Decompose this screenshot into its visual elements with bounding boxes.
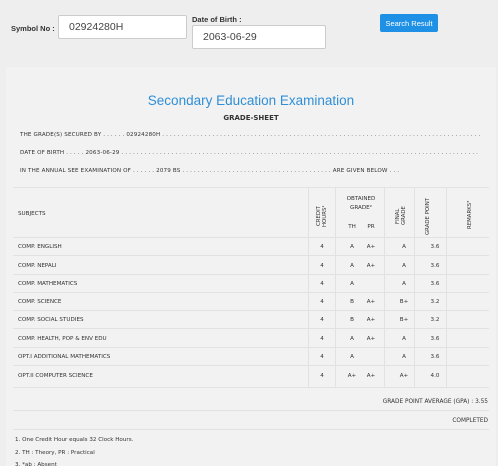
final-cell: A <box>402 336 406 342</box>
row-divider <box>13 328 489 329</box>
th-cell: A <box>350 281 354 287</box>
col-divider <box>384 187 385 387</box>
subject-cell: COMP. SCIENCE <box>18 299 62 305</box>
row-divider <box>13 347 489 348</box>
symbol-no-input[interactable]: 02924280H <box>58 15 187 39</box>
grade-sheet <box>6 67 496 466</box>
th-cell: A <box>350 354 354 360</box>
dob-label: Date of Birth : <box>192 15 242 24</box>
dob-line: DATE OF BIRTH . . . . . 2063-06-29 . . . . . . . . . . . . . . . . . . . . . . . . . . . . . . . . . . . . . . . . . . . . . . . . . . . . . . . . . . . . . . . . . . . . . . . . . . . . . . . . . . . . . . . . . . . . . <box>20 150 479 156</box>
table-top-border <box>13 187 489 188</box>
row-divider <box>13 292 489 293</box>
th-cell: B <box>350 317 354 323</box>
th-cell: B <box>350 299 354 305</box>
header-final-grade: FINAL GRADE <box>395 206 407 226</box>
dob-input[interactable]: 2063-06-29 <box>192 25 326 49</box>
point-cell: 3.6 <box>430 263 440 269</box>
credit-cell: 4 <box>320 317 324 323</box>
point-cell: 3.6 <box>430 281 440 287</box>
credit-cell: 4 <box>320 354 324 360</box>
gpa-divider <box>13 410 489 411</box>
header-pr: PR <box>367 224 375 230</box>
th-cell: A <box>350 336 354 342</box>
header-obtained-grade: OBTAINED GRADE² <box>346 196 376 211</box>
grade-sheet-heading: GRADE-SHEET <box>223 114 279 122</box>
point-cell: 3.2 <box>430 317 440 323</box>
search-result-button[interactable]: Search Result <box>380 14 438 32</box>
row-divider <box>13 310 489 311</box>
header-bottom-border <box>13 237 489 238</box>
header-grade-point: GRADE POINT <box>425 197 431 235</box>
subject-cell: COMP. SOCIAL STUDIES <box>18 317 84 323</box>
pr-cell: A+ <box>366 244 376 250</box>
row-divider <box>13 274 489 275</box>
exam-year-line: IN THE ANNUAL SEE EXAMINATION OF . . . . . . 2079 BS . . . . . . . . . . . . . . . . . . . . . . . . . . . . . . . . . . . . . . . ARE GIVEN BELOW . . . <box>20 168 400 174</box>
row-divider <box>13 255 489 256</box>
subject-cell: COMP. MATHEMATICS <box>18 281 78 287</box>
final-cell: A <box>402 263 406 269</box>
point-cell: 3.6 <box>430 244 440 250</box>
credit-cell: 4 <box>320 299 324 305</box>
col-divider <box>414 187 415 387</box>
th-cell: A <box>350 244 354 250</box>
row-divider <box>13 365 489 366</box>
gpa-summary: GRADE POINT AVERAGE (GPA) : 3.55 <box>382 399 488 405</box>
final-cell: A <box>402 244 406 250</box>
col-divider <box>446 187 447 387</box>
status-divider <box>13 429 489 430</box>
header-th: TH <box>348 224 356 230</box>
subject-cell: OPT.I ADDITIONAL MATHEMATICS <box>18 354 111 360</box>
subject-cell: COMP. ENGLISH <box>18 244 62 250</box>
exam-title: Secondary Education Examination <box>147 93 355 108</box>
credit-cell: 4 <box>320 244 324 250</box>
header-subjects: SUBJECTS <box>18 211 46 217</box>
result-status: COMPLETED <box>452 418 488 424</box>
pr-cell: A+ <box>366 336 376 342</box>
point-cell: 4.0 <box>430 373 440 379</box>
note-absent: 3. *ab : Absent <box>15 462 57 466</box>
credit-cell: 4 <box>320 281 324 287</box>
credit-cell: 4 <box>320 336 324 342</box>
th-cell: A <box>350 263 354 269</box>
subject-cell: COMP. NEPALI <box>18 263 57 269</box>
credit-cell: 4 <box>320 263 324 269</box>
note-th-pr: 2. TH : Theory, PR : Practical <box>15 450 95 456</box>
col-divider <box>335 187 336 387</box>
point-cell: 3.6 <box>430 354 440 360</box>
subject-cell: OPT.II COMPUTER SCIENCE <box>18 373 93 379</box>
th-cell: A+ <box>347 373 357 379</box>
credit-cell: 4 <box>320 373 324 379</box>
header-credit-hours: CREDIT HOURS¹ <box>316 205 328 227</box>
symbol-no-label: Symbol No : <box>11 24 55 33</box>
final-cell: A+ <box>399 373 409 379</box>
pr-cell: A+ <box>366 299 376 305</box>
header-remarks: REMARKS³ <box>467 200 473 230</box>
final-cell: B+ <box>399 317 409 323</box>
final-cell: A <box>402 281 406 287</box>
pr-cell: A+ <box>366 263 376 269</box>
table-bottom-border <box>13 387 489 388</box>
search-bar <box>0 0 498 62</box>
subject-cell: COMP. HEALTH, POP & ENV EDU <box>18 336 107 342</box>
final-cell: B+ <box>399 299 409 305</box>
note-credit-hour: 1. One Credit Hour equals 32 Clock Hours. <box>15 437 134 443</box>
pr-cell: A+ <box>366 317 376 323</box>
final-cell: A <box>402 354 406 360</box>
pr-cell: A+ <box>366 373 376 379</box>
point-cell: 3.2 <box>430 299 440 305</box>
col-divider <box>308 187 309 387</box>
secured-by-line: THE GRADE(S) SECURED BY . . . . . . 02924280H . . . . . . . . . . . . . . . . . . . . . . . . . . . . . . . . . . . . . . . . . . . . . . . . . . . . . . . . . . . . . . . . . . . . . . . . . . . . . . . . . . . <box>20 132 481 138</box>
point-cell: 3.6 <box>430 336 440 342</box>
